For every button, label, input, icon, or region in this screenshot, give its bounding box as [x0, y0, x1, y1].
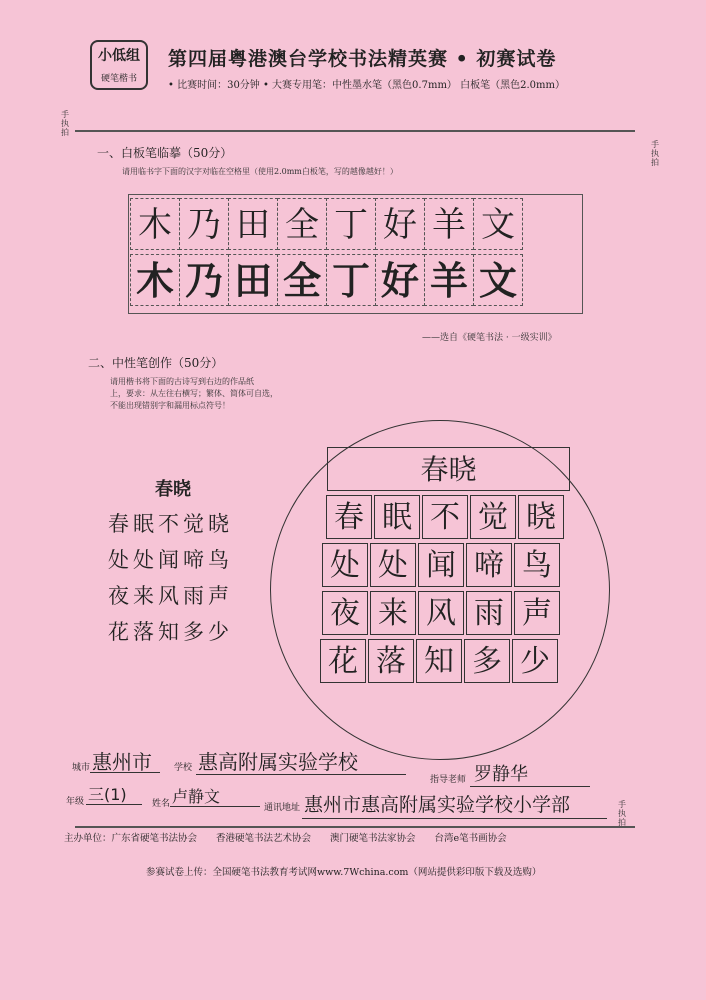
teacher-label: 指导老师	[430, 775, 467, 785]
section2-heading: 二、中性笔创作（50分）	[88, 356, 224, 370]
written-poem-character: 鸟	[514, 543, 560, 587]
written-poem-row	[322, 591, 566, 635]
model-character: 文	[473, 198, 523, 250]
student-character: 文	[473, 254, 523, 306]
model-character: 好	[375, 198, 425, 250]
copy-grid-frame	[128, 194, 583, 314]
bottom-divider	[75, 826, 635, 828]
written-poem-character: 啼	[466, 543, 512, 587]
written-poem-title: 春晓	[327, 447, 570, 491]
student-character: 乃	[179, 254, 229, 306]
top-divider	[75, 130, 635, 132]
organizers: 主办单位：广东省硬笔书法协会 香港硬笔书法艺术协会 澳门硬笔书法家协会 台湾e笔书画协会	[64, 833, 507, 844]
school-value: 惠高附属实验学校	[198, 750, 358, 774]
teacher-underline	[470, 786, 590, 787]
written-poem-character: 眠	[374, 495, 420, 539]
poem-title: 春晓	[155, 479, 191, 500]
written-poem-character: 知	[416, 639, 462, 683]
model-character: 丁	[326, 198, 376, 250]
upload-reference: 参赛试卷上传：全国硬笔书法教育考试网www.7Wchina.com（网站提供彩印版下载及选购）	[146, 867, 542, 878]
student-character: 田	[228, 254, 278, 306]
written-poem-character: 夜	[322, 591, 368, 635]
written-poem-character: 风	[418, 591, 464, 635]
written-poem-character: 处	[370, 543, 416, 587]
address-value: 惠州市惠高附属实验学校小学部	[304, 794, 571, 816]
poem-line: 春眠不觉晓	[108, 512, 233, 536]
section1-instruction: 请用临书字下面的汉字对临在空格里（使用2.0mm白板笔，写的越像越好！）	[122, 167, 398, 176]
written-poem-character: 晓	[518, 495, 564, 539]
written-poem-character: 闻	[418, 543, 464, 587]
school-label: 学校	[174, 763, 193, 773]
written-poem-character: 处	[322, 543, 368, 587]
section2-instruction-3: 不能出现错别字和漏用标点符号！	[110, 401, 230, 410]
poem-line: 处处闻啼鸟	[108, 548, 233, 572]
poem-text	[108, 506, 248, 650]
written-poem-row	[326, 495, 566, 539]
grade-value: 三(1)	[88, 785, 127, 804]
address-label: 通讯地址	[264, 803, 301, 813]
poem-line: 夜来风雨声	[108, 584, 233, 608]
badge-group-name: 小低组	[98, 48, 140, 64]
written-poem-character: 不	[422, 495, 468, 539]
address-underline	[302, 818, 607, 819]
cut-label-right-top: 手执拍	[651, 140, 659, 167]
cut-label-left-top: 手执拍	[61, 110, 69, 137]
city-value: 惠州市	[92, 750, 152, 774]
name-underline	[170, 806, 260, 807]
cut-label-right-bottom: 手执拍	[618, 800, 626, 827]
written-poem-grid	[320, 495, 566, 687]
section2-instruction-1: 请用楷书将下面的古诗写到右边的作品纸	[110, 377, 254, 386]
student-character: 好	[375, 254, 425, 306]
model-character: 田	[228, 198, 278, 250]
group-badge	[90, 40, 148, 90]
written-poem-row	[320, 639, 566, 683]
page-title: 第四届粤港澳台学校书法精英赛 • 初赛试卷	[168, 48, 557, 70]
written-poem-character: 雨	[466, 591, 512, 635]
student-character: 木	[130, 254, 180, 306]
model-character: 全	[277, 198, 327, 250]
written-poem-character: 声	[514, 591, 560, 635]
written-poem-character: 少	[512, 639, 558, 683]
student-character: 羊	[424, 254, 474, 306]
written-poem-row	[322, 543, 566, 587]
written-poem-character: 花	[320, 639, 366, 683]
teacher-value: 罗静华	[474, 764, 528, 785]
badge-style-name: 硬笔楷书	[100, 74, 137, 84]
name-value: 卢静文	[172, 787, 221, 806]
grade-underline	[86, 804, 142, 805]
section1-source: ——选自《硬笔书法 · 一级实训》	[422, 333, 557, 343]
student-character: 丁	[326, 254, 376, 306]
written-poem-character: 落	[368, 639, 414, 683]
name-label: 姓名	[152, 799, 171, 809]
written-poem-character: 觉	[470, 495, 516, 539]
written-poem-character: 春	[326, 495, 372, 539]
city-label: 城市	[72, 763, 91, 773]
written-poem-character: 多	[464, 639, 510, 683]
model-character: 羊	[424, 198, 474, 250]
section2-instruction-2: 上，要求：从左往右横写；繁体、简体可自选，	[110, 389, 278, 398]
student-character: 全	[277, 254, 327, 306]
poem-line: 花落知多少	[108, 620, 233, 644]
model-character: 乃	[179, 198, 229, 250]
city-underline	[90, 772, 160, 773]
section1-heading: 一、白板笔临摹（50分）	[97, 146, 233, 160]
grade-label: 年级	[66, 797, 85, 807]
page-subtitle: • 比赛时间：30分钟 • 大赛专用笔：中性墨水笔（黑色0.7mm） 白板笔（黑色2.0mm）	[168, 80, 565, 91]
school-underline	[196, 774, 406, 775]
model-character: 木	[130, 198, 180, 250]
written-poem-character: 来	[370, 591, 416, 635]
